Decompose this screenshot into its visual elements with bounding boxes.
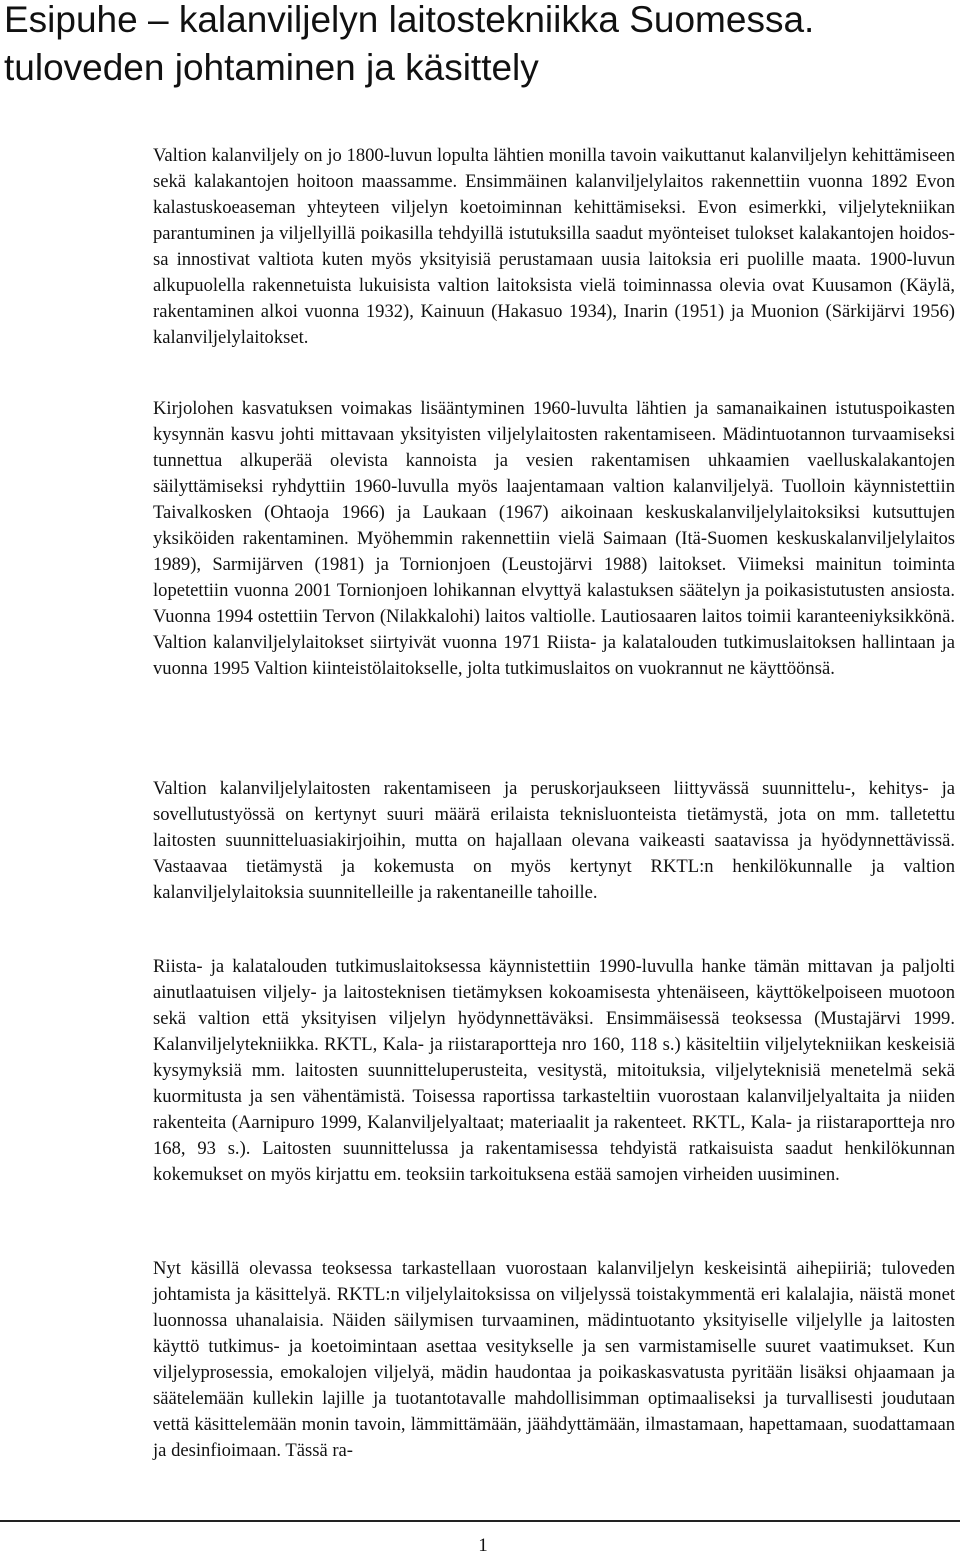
page-title: Esipuhe – kalanviljelyn laitostekniikka Suomessa. bbox=[4, 0, 815, 40]
paragraph-2: Kirjolohen kasvatuksen voimakas lisääntyminen 1960-luvulta lähtien ja samanaikainen istutuspoikasten kysynnän kasvu johti mittavaan yksityisten viljelylaitosten rakentamiseen. Mädintuotannon turvaamiseksi tunnettua alkuperää olevista kannoista ja vesien rakentamisen uhkaamien vaelluskalakantojen säilyttämiseksi ryhdyttiin 1960-luvulla myös laajentamaan valtion kalanviljelyä. Tuolloin käynnistettiin Taivalkosken (Ohtaoja 1966) ja Laukaan (1967) aikoinaan keskuskalanviljelylaitoksiksi kutsuttujen yksiköiden rakentaminen. Myöhemmin rakennettiin vielä Saimaan (Itä-Suomen keskuskalanviljelylaitos 1989), Sarmijärven (1981) ja Tornionjoen (Leustojärvi 1988) laitokset. Viimeksi mainitun toiminta lopetettiin vuonna 2001 Tornionjoen lohikannan elvyttyä kalastuksen säätelyn ja poikasistutusten ansiosta. Vuonna 1994 ostettiin Tervon (Nilakkalohi) laitos valtiolle. Lautiosaaren laitos toimii karanteeniyksikkönä. Valtion kalanviljelylaitokset siirtyivät vuonna 1971 Riista- ja kalatalouden tutkimuslaitoksen hallintaan ja vuonna 1995 Valtion kiinteistölaitokselle, jolta tutkimuslaitos on vuokrannut ne käyttöönsä. bbox=[153, 398, 955, 679]
paragraph-1: Valtion kalanviljely on jo 1800-luvun lopulta lähtien monilla tavoin vaikuttanut kalanviljelyn kehittämiseen sekä kalakantojen hoitoon maassamme. Ensimmäinen kalanviljelylaitos rakennettiin vuonna 1892 Evon kalastuskoeaseman yhteyteen viljelyn koetoiminnan kehittämiseksi. Evon esimerkki, viljelytekniikan parantuminen ja viljellyillä poikasilla tehdyillä istutuksilla saadut myönteiset tulokset kalakantojen hoidossa innostivat valtiota kuten myös yksityisiä perustamaan uusia laitoksia eri puolille maata. 1900-luvun alkupuolella rakennetuista lukuisista valtion laitoksista vielä toiminnassa olevia ovat Kuusamon (Käylä, rakentaminen alkoi vuonna 1932), Kainuun (Hakasuo 1934), Inarin (1951) ja Muonion (Särkijärvi 1956) kalanviljelylaitokset. bbox=[153, 145, 955, 348]
page-subtitle: tuloveden johtaminen ja käsittely bbox=[4, 47, 539, 88]
paragraph-3: Valtion kalanviljelylaitosten rakentamiseen ja peruskorjaukseen liittyvässä suunnittelu-, kehitys- ja sovellutustyössä on kertynyt suuri määrä erilaista teknisluonteista tietämystä, jota on mm. talletettu laitosten suunnitteluasiakirjoihin, mutta on hajallaan olevana vaikeasti saatavissa ja hyödynnettävissä. Vastaavaa tietämystä ja kokemusta on myös kertynyt RKTL:n henkilökunnalle ja valtion kalanviljelylaitoksia suunnitelleille ja rakentaneille tahoille. bbox=[153, 778, 955, 903]
page-number: 1 bbox=[478, 1535, 488, 1556]
paragraph-5: Nyt käsillä olevassa teoksessa tarkastellaan vuorostaan kalanviljelyn keskeisintä aihepiiriä; tuloveden johtamista ja käsittelyä. RKTL:n viljelylaitoksissa on viljelyssä toistakymmentä eri kalalajia, näistä monet luonnossa uhanalaisia. Näiden säilymisen turvaaminen, mädintuotanto yksityiselle viljelylle ja laitosten käyttö tutkimus- ja koetoimintaan asettaa vesitykselle ja sen varmistamiselle suuret vaatimukset. Kun viljelyprosessia, emokalojen viljelyä, mädin haudontaa ja poikaskasvatusta pyritään lisäksi ohjaamaan ja säätelemään kullekin lajille ja tuotantotavalle mahdollisimman optimaaliseksi ja turvallisesti joudutaan vettä käsittelemään monin tavoin, lämmittämään, jäähdyttämään, ilmastamaan, hapettamaan, suodattamaan ja desinfioimaan. Tässä ra- bbox=[153, 1258, 955, 1461]
paragraph-4: Riista- ja kalatalouden tutkimuslaitoksessa käynnistettiin 1990-luvulla hanke tämän mittavan ja paljolti ainutlaatuisen viljely- ja laitosteknisen tietämyksen kokoamisesta yhtenäiseen, käyttökelpoiseen muotoon sekä valtion että yksityisen viljelyn hyödynnettäväksi. Ensimmäisessä teoksessa (Mustajärvi 1999. Kalanviljelytekniikka. RKTL, Kala- ja riistaraportteja nro 160, 118 s.) käsiteltiin viljelytekniikan keskeisiä kysymyksiä mm. laitosten suunnitteluperusteita, vesitystä, mitoituksia, viljelyteknisiä menetelmä sekä kuormitusta ja sen vähentämistä. Toisessa raportissa tarkasteltiin vuorostaan kalanviljelyaltaita ja niiden rakenteita (Aarnipuro 1999, Kalanviljelyaltaat; materiaalit ja rakenteet. RKTL, Kala- ja riistaraportteja nro 168, 93 s.). Laitosten suunnittelussa ja rakentamisessa tehdyistä ratkaisuista saadut henkilökunnan kokemukset on myös kirjattu em. teoksiin tarkoituksena estää samojen virheiden uusiminen. bbox=[153, 956, 955, 1185]
footer-divider bbox=[0, 1520, 960, 1522]
